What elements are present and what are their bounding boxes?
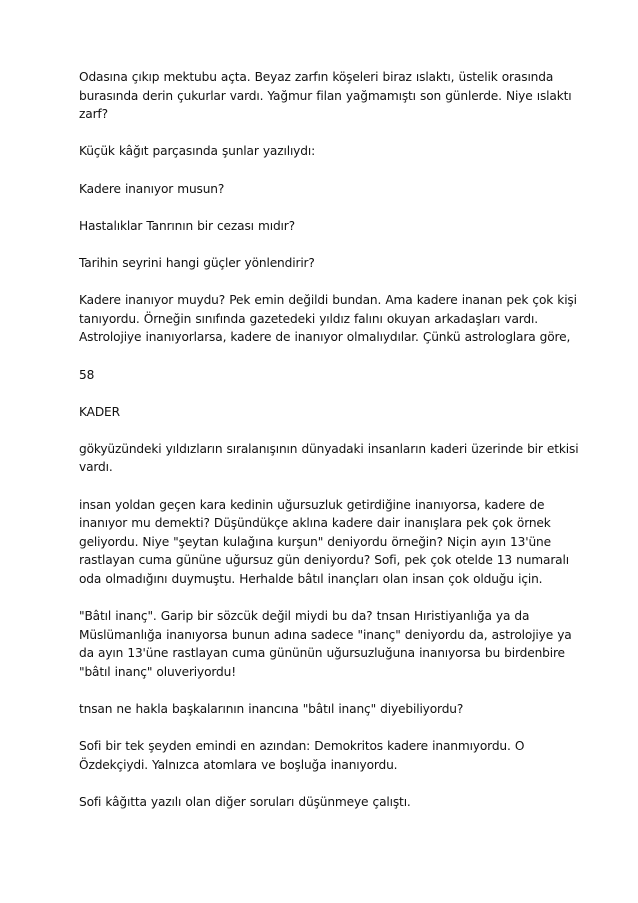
paragraph-question-right: tnsan ne hakla başkalarının inancına "bâtıl inanç" diyebiliyordu?	[79, 702, 464, 717]
document-body	[79, 68, 579, 830]
section-heading: KADER	[79, 404, 120, 419]
paragraph-democritus: Sofi bir tek şeyden emindi en azından: Demokritos kadere inanmıyordu. O Özdekçiydi. Yalnızca atomlara ve boşluğa inanıyordu.	[79, 739, 525, 772]
paragraph-superstition: "Bâtıl inanç". Garip bir sözcük değil miydi bu da? tnsan Hıristiyanlığa ya da Müslümanlığa inanıyorsa bunun adına sadece "inanç" deniyordu da, astrolojiye ya da ayın 13'üne rastlayan cuma gününün uğursuzluğuna inanıyorsa bu birdenbire "bâtıl inanç" oluveriyordu!	[79, 609, 572, 679]
paragraph-stars: gökyüzündeki yıldızların sıralanışının dünyadaki insanların kaderi üzerinde bir etkisi vardı.	[79, 441, 579, 475]
paragraph-other-questions: Sofi kâğıtta yazılı olan diğer soruları düşünmeye çalıştı.	[79, 795, 411, 810]
page-number: 58	[79, 367, 95, 382]
paragraph-belief-in-fate: Kadere inanıyor muydu? Pek emin değildi bundan. Ama kadere inanan pek çok kişi tanıyordu. Örneğin sınıfında gazetedeki yıldız falını okuyan arkadaşları vardı. Astrolojiye inanıyorlarsa, kadere de inanıyor olmalıydılar. Çünkü astrologlara göre,	[79, 293, 577, 345]
paragraph-letter-opening: Odasına çıkıp mektubu açta. Beyaz zarfın köşeleri biraz ıslaktı, üstelik orasında burasında derin çukurlar vardı. Yağmur filan yağmamıştı son günlerde. Niye ıslaktı zarf?	[79, 70, 572, 122]
paragraph-black-cat: insan yoldan geçen kara kedinin uğursuzluk getirdiğine inanıyorsa, kadere de inanıyor mu demekti? Düşündükçe aklına kadere dair inanışlara pek çok örnek geliyordu. Niye "şeytan kulağına kurşun" deniyordu örneğin? Niçin ayın 13'üne rastlayan cuma gününe uğursuz gün deniyordu? Sofi, pek çok otelde 13 numaralı oda olmadığını duymuştu. Herhalde bâtıl inançları olan insan çok olduğu için.	[79, 497, 569, 587]
question-history: Tarihin seyrini hangi güçler yönlendirir?	[79, 255, 315, 270]
question-fate: Kadere inanıyor musun?	[79, 181, 225, 196]
paragraph-note-intro: Küçük kâğıt parçasında şunlar yazılıydı:	[79, 144, 316, 159]
question-illness: Hastalıklar Tanrının bir cezası mıdır?	[79, 218, 295, 233]
